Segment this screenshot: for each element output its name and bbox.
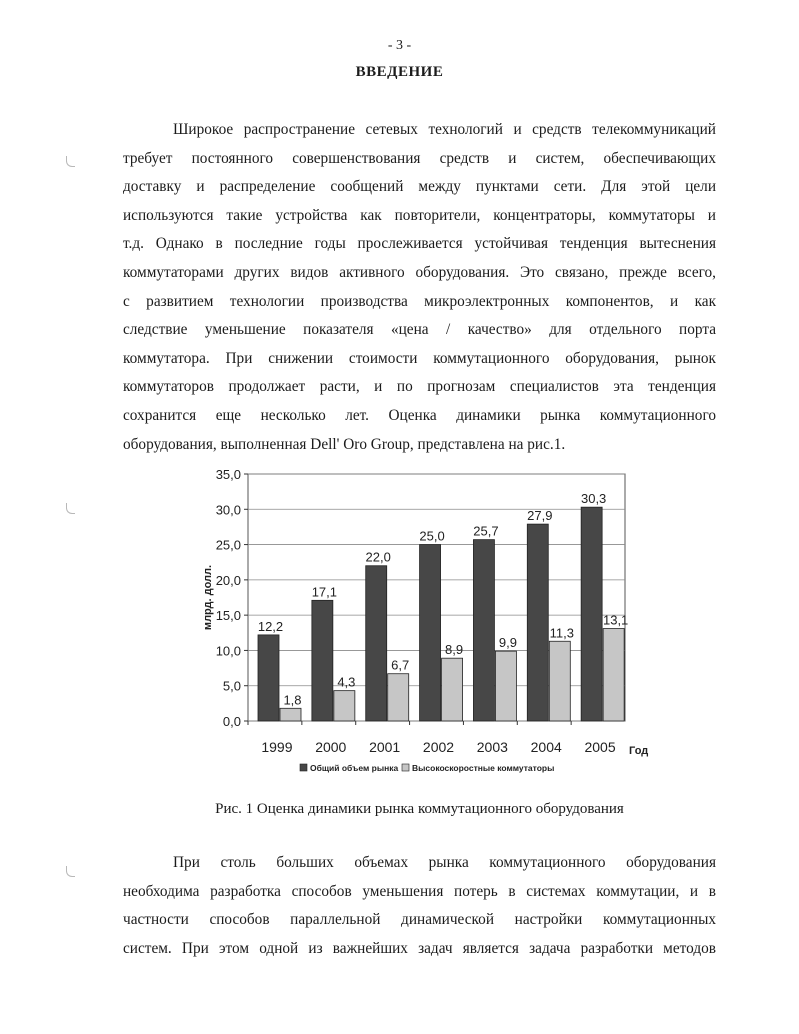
total-market-bar bbox=[366, 566, 387, 721]
paragraph-line: коммутаторами других видов активного оборудования. Это связано, прежде всего, bbox=[123, 263, 716, 281]
legend-label-high-speed-switches: Высокоскоростные коммутаторы bbox=[412, 763, 555, 773]
high-speed-switch-bar bbox=[388, 674, 409, 721]
total-market-label: 12,2 bbox=[257, 618, 284, 634]
paragraph-line: коммутаторов продолжает расти, и по прогнозам специалистов эта тенденция bbox=[123, 378, 716, 396]
y-tick-label: 10,0 bbox=[215, 643, 241, 659]
intro-paragraph bbox=[123, 116, 716, 459]
x-tick-label: 2001 bbox=[369, 739, 401, 755]
second-paragraph bbox=[123, 849, 716, 963]
paragraph-line: следствие уменьшение показателя «цена / качество» для отдельного порта bbox=[123, 321, 716, 339]
x-tick-label: 2004 bbox=[530, 739, 562, 755]
x-tick-label: 2005 bbox=[584, 739, 616, 755]
x-axis-title: Год bbox=[629, 745, 649, 757]
paragraph-line: частности способов параллельной динамической настройки коммутационных bbox=[123, 911, 716, 929]
y-tick-label: 5,0 bbox=[222, 678, 241, 694]
margin-mark bbox=[66, 503, 75, 514]
total-market-bar bbox=[420, 545, 441, 721]
paragraph-line: доставку и распределение сообщений между пунктами сети. Для этой цели bbox=[123, 178, 716, 196]
total-market-label: 27,9 bbox=[527, 508, 553, 524]
high-speed-switch-bar bbox=[442, 658, 463, 721]
total-market-bar bbox=[581, 507, 602, 721]
y-tick-label: 0,0 bbox=[222, 714, 241, 729]
total-market-bar bbox=[312, 600, 333, 721]
total-market-label: 25,7 bbox=[473, 523, 499, 539]
total-market-label: 22,0 bbox=[365, 549, 391, 565]
total-market-bar bbox=[473, 540, 494, 721]
high-speed-switch-bar bbox=[495, 651, 516, 721]
market-dynamics-chart bbox=[190, 462, 650, 787]
y-tick-label: 35,0 bbox=[215, 467, 241, 482]
total-market-bar bbox=[258, 635, 279, 721]
x-tick-label: 1999 bbox=[261, 739, 293, 755]
legend-swatch-total-market bbox=[300, 764, 307, 771]
margin-mark bbox=[66, 156, 75, 167]
total-market-label: 25,0 bbox=[419, 528, 445, 544]
paragraph-line: с развитием технологии производства микроэлектронных компонентов, и как bbox=[123, 292, 716, 310]
high-speed-switch-label: 13,1 bbox=[602, 612, 629, 628]
y-tick-label: 20,0 bbox=[215, 572, 241, 588]
y-tick-label: 30,0 bbox=[215, 502, 241, 518]
high-speed-switch-bar bbox=[603, 629, 624, 721]
paragraph-line: коммутатора. При снижении стоимости коммутационного оборудования, рынок bbox=[123, 349, 716, 367]
paragraph-line: оборудования, выполненная Dell' Oro Group, представлена на рис.1. bbox=[123, 435, 566, 453]
x-tick-label: 2000 bbox=[315, 739, 347, 755]
legend-swatch-high-speed-switches bbox=[402, 764, 409, 771]
paragraph-line: используются такие устройства как повторители, концентраторы, коммутаторы и bbox=[123, 206, 716, 224]
high-speed-switch-bar bbox=[334, 691, 355, 721]
x-tick-label: 2002 bbox=[422, 739, 455, 755]
y-tick-label: 25,0 bbox=[215, 537, 241, 553]
high-speed-switch-label: 4,3 bbox=[337, 674, 356, 690]
paragraph-line: систем. При этом одной из важнейших задач является задача разработки методов bbox=[123, 939, 716, 957]
section-heading: ВВЕДЕНИЕ bbox=[355, 64, 444, 80]
total-market-label: 17,1 bbox=[311, 584, 338, 600]
high-speed-switch-label: 1,8 bbox=[283, 692, 302, 708]
figure-caption: Рис. 1 Оценка динамики рынка коммутационного оборудования bbox=[215, 801, 624, 817]
paragraph-line: требует постоянного совершенствования средств и систем, обеспечивающих bbox=[123, 149, 716, 167]
legend-label-total-market: Общий объем рынка bbox=[310, 763, 399, 773]
page-number: - 3 - bbox=[387, 38, 412, 53]
high-speed-switch-label: 9,9 bbox=[498, 635, 517, 651]
y-axis-title: млрд. долл. bbox=[202, 564, 214, 631]
high-speed-switch-label: 8,9 bbox=[445, 642, 464, 658]
high-speed-switch-label: 11,3 bbox=[549, 625, 574, 641]
paragraph-line: При столь больших объемах рынка коммутационного оборудования bbox=[173, 854, 716, 871]
high-speed-switch-bar bbox=[549, 641, 570, 721]
high-speed-switch-bar bbox=[280, 708, 301, 721]
paragraph-line: сохранится еще несколько лет. Оценка динамики рынка коммутационного bbox=[123, 406, 716, 424]
y-tick-label: 15,0 bbox=[215, 608, 241, 624]
x-tick-label: 2003 bbox=[476, 739, 508, 755]
paragraph-line: Широкое распространение сетевых технологий и средств телекоммуникаций bbox=[173, 121, 716, 138]
paragraph-line: необходима разработка способов уменьшения потерь в системах коммутации, и в bbox=[123, 882, 716, 900]
high-speed-switch-label: 6,7 bbox=[391, 657, 410, 673]
paragraph-line: т.д. Однако в последние годы прослеживается устойчивая тенденция вытеснения bbox=[123, 235, 716, 253]
total-market-label: 30,3 bbox=[580, 491, 607, 507]
margin-mark bbox=[66, 866, 75, 877]
total-market-bar bbox=[527, 524, 548, 721]
